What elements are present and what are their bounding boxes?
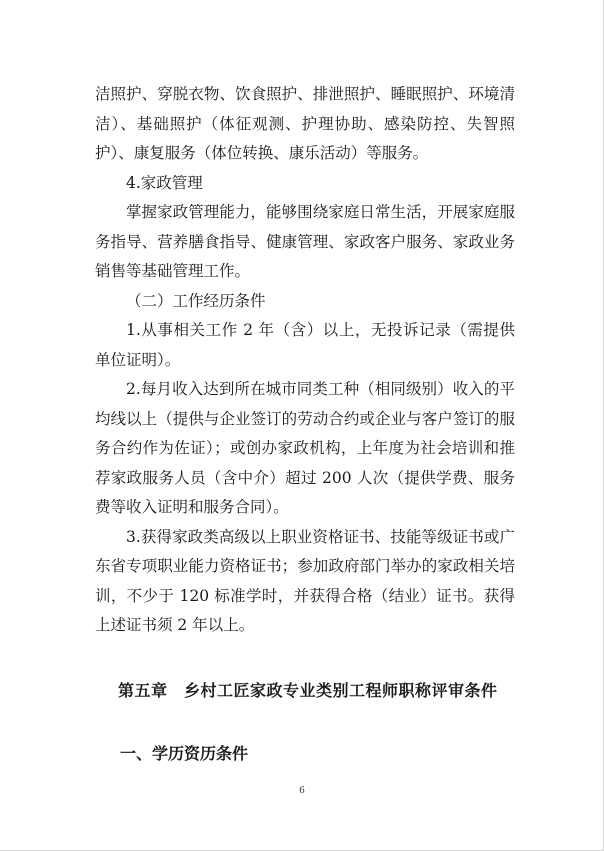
item-4-title: 4.家政管理	[126, 173, 203, 192]
page-number: 6	[299, 786, 305, 796]
paragraph-condition-3: 3.获得家政类高级以上职业资格证书、技能等级证书或广东省专项职业能力资格证书；参加政府部门举办的家政相关培训，不少于 120 标准学时，并获得合格（结业）证书。获得上述证书须 2 年以上。	[95, 527, 515, 634]
section-title: 一、学历资历条件	[120, 744, 249, 763]
body-text	[95, 80, 515, 641]
paragraph-condition-2: 2.每月收入达到所在城市同类工种（相同级别）收入的平均线以上（提供与企业签订的劳动合约或企业与客户签订的服务合约作为佐证）；或创办家政机构，上年度为社会培训和推荐家政服务人员（含中介）超过 200 人次（提供学费、服务费等收入证明和服务合同）。	[95, 380, 515, 516]
paragraph-condition-1: 1.从事相关工作 2 年（含）以上，无投诉记录（需提供单位证明）。	[95, 321, 515, 369]
paragraph-household-management: 掌握家政管理能力，能够围绕家庭日常生活，开展家庭服务指导、营养膳食指导、健康管理、家政客户服务、家政业务销售等基础管理工作。	[95, 203, 515, 280]
work-experience-heading: （二）工作经历条件	[126, 291, 266, 310]
paragraph-care-continued: 洁照护、穿脱衣物、饮食照护、排泄照护、睡眠照护、环境清洁）、基础照护（体征观测、护理协助、感染防控、失智照护）、康复服务（体位转换、康乐活动）等服务。	[95, 85, 515, 162]
chapter-title: 第五章 乡村工匠家政专业类别工程师职称评审条件	[118, 681, 498, 700]
